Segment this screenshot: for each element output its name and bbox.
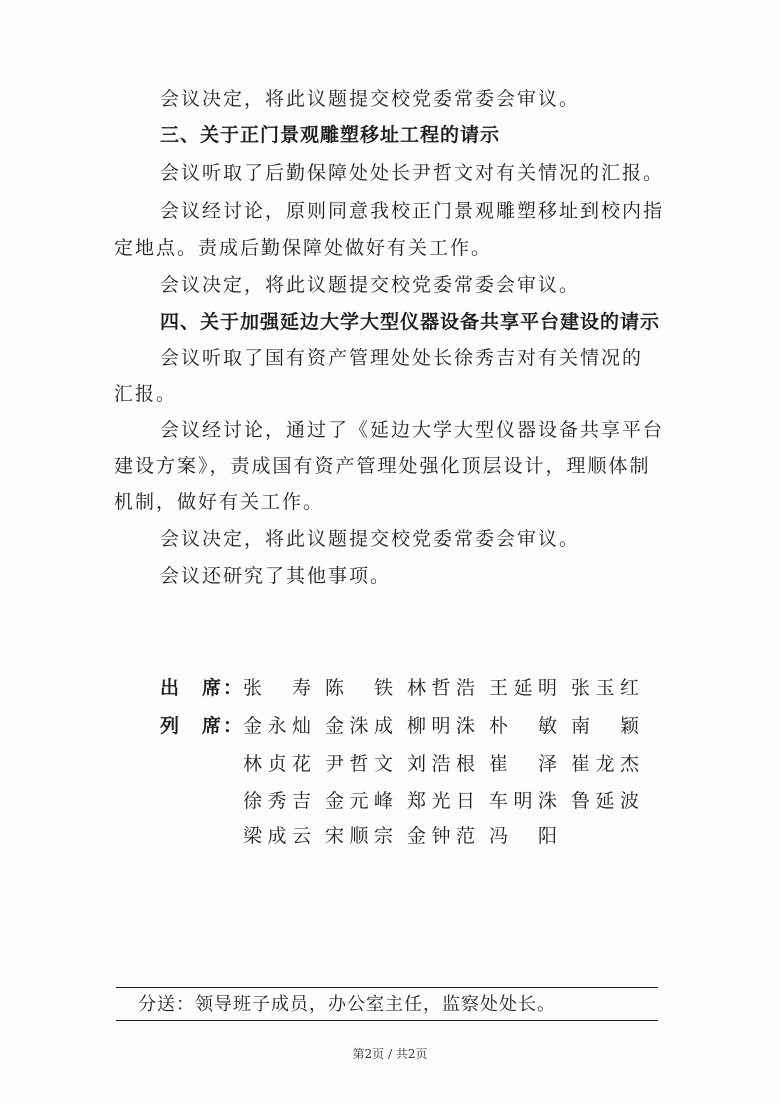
- observer-name: 尹哲文: [325, 753, 393, 775]
- body-paragraph: 会议还研究了其他事项。: [160, 565, 392, 587]
- observer-name: 南 颖: [571, 715, 639, 737]
- observer-name: 郑光日: [407, 790, 475, 812]
- body-paragraph: 会议决定，将此议题提交校党委常委会审议。: [160, 528, 581, 550]
- present-name: 陈 铁: [325, 677, 393, 699]
- observer-name: 金洙成: [325, 715, 393, 737]
- observer-name: 车明洙: [489, 790, 557, 812]
- observer-name: 鲁延波: [571, 790, 639, 812]
- observers-label: 列 席：: [160, 715, 245, 737]
- present-name: 张 寿: [243, 677, 311, 699]
- body-paragraph: 定地点。责成后勤保障处做好有关工作。: [114, 237, 493, 259]
- body-paragraph: 会议听取了后勤保障处处长尹哲文对有关情况的汇报。: [160, 162, 665, 184]
- body-paragraph: 汇报。: [114, 383, 178, 405]
- body-paragraph: 机制，做好有关工作。: [114, 491, 325, 513]
- observer-name: 朴 敏: [489, 715, 557, 737]
- distribution-top-rule: [116, 987, 658, 988]
- observer-name: 金钟范: [407, 825, 475, 847]
- observer-name: 梁成云: [243, 825, 311, 847]
- present-name: 林哲浩: [407, 677, 475, 699]
- section-heading: 三、关于正门景观雕塑移址工程的请示: [160, 124, 501, 146]
- body-paragraph: 会议决定，将此议题提交校党委常委会审议。: [160, 274, 581, 296]
- present-label: 出 席：: [160, 677, 245, 699]
- observer-name: 金永灿: [243, 715, 311, 737]
- body-paragraph: 会议经讨论，通过了《延边大学大型仪器设备共享平台: [160, 419, 665, 441]
- observer-name: 柳明洙: [407, 715, 475, 737]
- body-paragraph: 会议决定，将此议题提交校党委常委会审议。: [160, 88, 581, 110]
- observer-name: 冯 阳: [489, 825, 557, 847]
- distribution-line: 分送：领导班子成员，办公室主任，监察处处长。: [138, 994, 556, 1015]
- present-name: 王延明: [489, 677, 557, 699]
- observer-name: 崔龙杰: [571, 753, 639, 775]
- distribution-bottom-rule: [116, 1020, 658, 1021]
- section-heading: 四、关于加强延边大学大型仪器设备共享平台建设的请示: [160, 311, 661, 333]
- present-name: 张玉红: [571, 677, 639, 699]
- body-paragraph: 会议经讨论，原则同意我校正门景观雕塑移址到校内指: [160, 200, 665, 222]
- observer-name: 刘浩根: [407, 753, 475, 775]
- observer-name: 徐秀吉: [243, 790, 311, 812]
- observer-name: 宋顺宗: [325, 825, 393, 847]
- body-paragraph: 建设方案》，责成国有资产管理处强化顶层设计，理顺体制: [114, 455, 651, 477]
- page-footer: 第2页 / 共2页: [352, 1047, 428, 1061]
- observer-name: 金元峰: [325, 790, 393, 812]
- observer-name: 崔 泽: [489, 753, 557, 775]
- observer-name: 林贞花: [243, 753, 311, 775]
- body-paragraph: 会议听取了国有资产管理处处长徐秀吉对有关情况的: [160, 347, 644, 369]
